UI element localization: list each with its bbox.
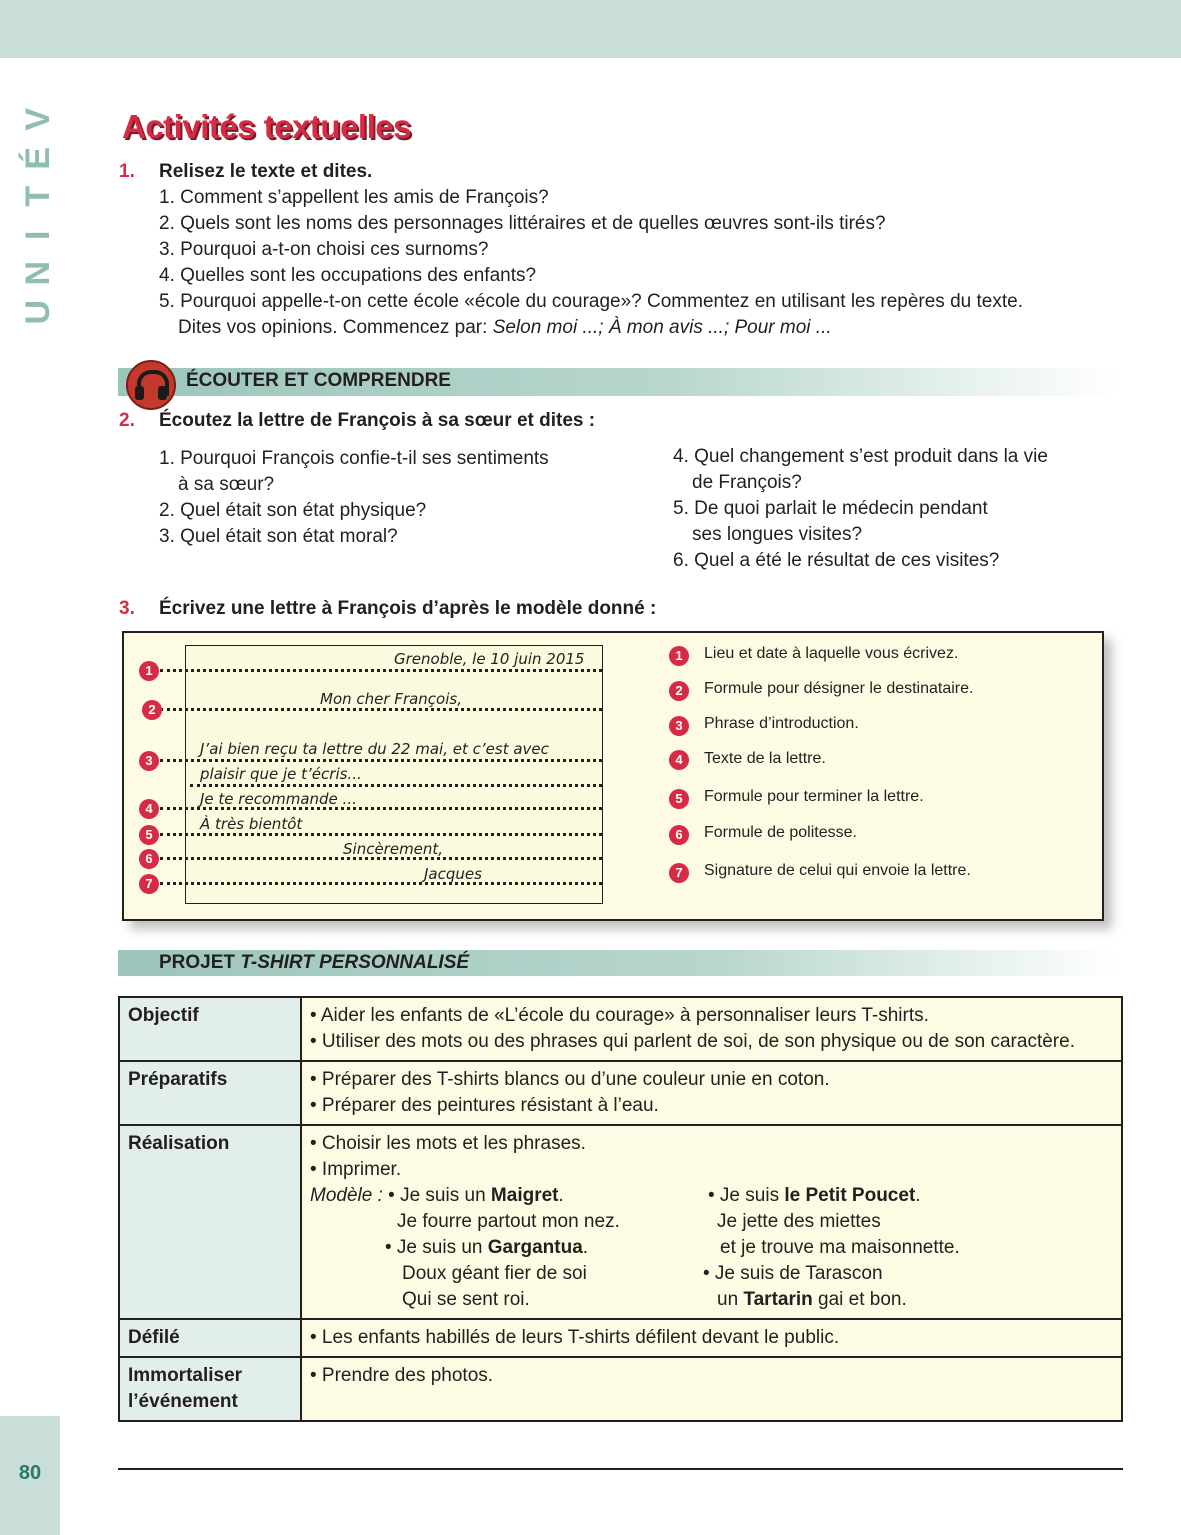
list-item: 4. Quelles sont les occupations des enfants? <box>159 265 537 286</box>
legend-marker-5: 5 <box>669 789 689 809</box>
row-key: Objectif <box>119 997 301 1061</box>
legend-item-3: Phrase d’introduction. <box>704 715 859 732</box>
list-item: 2. Quel était son état physique? <box>159 500 427 521</box>
list-item <box>159 315 1023 341</box>
unit-label <box>18 100 58 331</box>
question-2-right-list <box>673 444 1048 574</box>
legend-item-2: Formule pour désigner le destinataire. <box>704 680 974 697</box>
unit-letter: É <box>18 146 57 170</box>
model-line <box>385 1235 588 1261</box>
question-2-heading: Écoutez la lettre de François à sa sœur et dites : <box>159 410 596 431</box>
letter-line <box>190 784 602 787</box>
model-line: Doux géant fier de soi <box>402 1263 587 1284</box>
model-line <box>310 1183 564 1209</box>
list-item: 1. Comment s’appellent les amis de François? <box>159 187 549 208</box>
list-item: • Choisir les mots et les phrases. <box>310 1133 586 1154</box>
model-text: . <box>915 1185 921 1206</box>
model-line: Je fourre partout mon nez. <box>397 1211 620 1232</box>
list-item: 5. De quoi parlait le médecin pendant <box>673 498 988 519</box>
project-table <box>118 996 1123 1422</box>
project-section-label <box>159 952 469 974</box>
list-item: 6. Quel a été le résultat de ces visites? <box>673 550 1000 571</box>
question-2-number: 2. <box>119 410 135 431</box>
unit-letter: U <box>18 299 57 325</box>
legend-item-4: Texte de la lettre. <box>704 750 826 767</box>
model-examples <box>310 1183 1113 1313</box>
question-2-left-list <box>159 446 549 550</box>
letter-line <box>160 669 602 672</box>
model-name: Maigret <box>490 1185 559 1206</box>
opinion-prompt: Dites vos opinions. Commencez par: <box>178 317 493 338</box>
row-value <box>301 1125 1122 1319</box>
table-row <box>119 997 1122 1061</box>
list-item: à sa sœur? <box>178 474 275 495</box>
model-text: . <box>582 1237 589 1258</box>
row-key: Préparatifs <box>119 1061 301 1125</box>
table-row <box>119 1319 1122 1357</box>
legend-marker-3: 3 <box>669 716 689 736</box>
marker-6: 6 <box>139 849 159 869</box>
model-line: Je jette des miettes <box>717 1211 881 1232</box>
marker-3: 3 <box>139 751 159 771</box>
table-row <box>119 1357 1122 1421</box>
question-1-number: 1. <box>119 161 135 182</box>
letter-intro-cont: plaisir que je t’écris... <box>200 765 362 783</box>
row-key: Réalisation <box>119 1125 301 1319</box>
marker-4: 4 <box>139 799 159 819</box>
unit-letter: N <box>18 260 57 286</box>
letter-greeting: Mon cher François, <box>320 690 462 708</box>
footer-rule <box>118 1468 1123 1470</box>
letter-closing: À très bientôt <box>200 815 303 833</box>
page-title: Activités textuelles <box>122 108 411 145</box>
legend-item-7: Signature de celui qui envoie la lettre. <box>704 862 971 879</box>
model-label: Modèle : <box>310 1185 383 1206</box>
letter-politeness: Sincèrement, <box>343 840 444 858</box>
question-1-heading: Relisez le texte et dites. <box>159 161 373 182</box>
model-name: le Petit Poucet <box>784 1185 916 1206</box>
list-item: 3. Quel était son état moral? <box>159 526 398 547</box>
letter-date: Grenoble, le 10 juin 2015 <box>394 650 585 668</box>
list-item: ses longues visites? <box>692 524 863 545</box>
list-item: de François? <box>692 472 802 493</box>
row-key <box>119 1357 301 1421</box>
list-item: • Utiliser des mots ou des phrases qui parlent de soi, de son physique ou de son caractère. <box>310 1031 1075 1052</box>
letter-signature: Jacques <box>424 865 482 883</box>
page-number: 80 <box>18 1462 42 1484</box>
headphones-icon <box>126 360 176 410</box>
model-text: • Je suis un <box>382 1185 491 1206</box>
model-text: gai et bon. <box>812 1289 907 1310</box>
top-band <box>0 0 1181 58</box>
question-3-heading: Écrivez une lettre à François d’après le modèle donné : <box>159 598 657 619</box>
legend-item-1: Lieu et date à laquelle vous écrivez. <box>704 645 959 662</box>
model-line <box>717 1287 907 1313</box>
row-key-line: Immortaliser <box>128 1365 243 1386</box>
marker-7: 7 <box>139 874 159 894</box>
letter-intro: J’ai bien reçu ta lettre du 22 mai, et c’est avec <box>200 740 549 758</box>
model-line: • Je suis de Tarascon <box>703 1263 883 1284</box>
question-3-number: 3. <box>119 598 135 619</box>
marker-5: 5 <box>139 825 159 845</box>
model-line: Qui se sent roi. <box>402 1289 530 1310</box>
table-row <box>119 1061 1122 1125</box>
list-item: • Préparer des T-shirts blancs ou d’une couleur unie en coton. <box>310 1069 830 1090</box>
list-item: 1. Pourquoi François confie-t-il ses sentiments <box>159 448 549 469</box>
list-item: 4. Quel changement s’est produit dans la vie <box>673 446 1048 467</box>
opinion-examples: Selon moi ...; À mon avis ...; Pour moi ... <box>492 317 832 338</box>
unit-letter: I <box>18 230 57 240</box>
legend-marker-1: 1 <box>669 646 689 666</box>
list-item: 2. Quels sont les noms des personnages littéraires et de quelles œuvres sont-ils tirés? <box>159 213 886 234</box>
marker-2: 2 <box>142 700 162 720</box>
list-item: • Aider les enfants de «L’école du courage» à personnaliser leurs T-shirts. <box>310 1005 929 1026</box>
model-text: un <box>717 1289 744 1310</box>
model-text: • Je suis <box>708 1185 785 1206</box>
marker-1: 1 <box>139 661 159 681</box>
letter-body: Je te recommande ... <box>200 790 357 808</box>
question-1-list <box>159 185 1023 341</box>
legend-item-6: Formule de politesse. <box>704 824 857 841</box>
row-key: Défilé <box>119 1319 301 1357</box>
legend-item-5: Formule pour terminer la lettre. <box>704 788 924 805</box>
letter-line <box>160 708 602 711</box>
legend-marker-4: 4 <box>669 750 689 770</box>
legend-marker-2: 2 <box>669 681 689 701</box>
model-line <box>708 1183 921 1209</box>
list-item: • Imprimer. <box>310 1159 402 1180</box>
list-item: 5. Pourquoi appelle-t-on cette école «école du courage»? Commentez en utilisant les repères du texte. <box>159 291 1023 312</box>
row-key-line: l’événement <box>128 1391 238 1412</box>
project-label-title: T-SHIRT PERSONNALISÉ <box>240 952 470 973</box>
list-item: • Les enfants habillés de leurs T-shirts défilent devant le public. <box>310 1327 840 1348</box>
list-item: • Prendre des photos. <box>310 1365 494 1386</box>
project-label-prefix: PROJET <box>159 952 241 973</box>
listen-section-label: ÉCOUTER ET COMPRENDRE <box>186 370 451 391</box>
model-line: et je trouve ma maisonnette. <box>720 1237 960 1258</box>
list-item: 3. Pourquoi a-t-on choisi ces surnoms? <box>159 239 489 260</box>
legend-marker-7: 7 <box>669 863 689 883</box>
letter-line <box>160 759 602 762</box>
row-value <box>301 1061 1122 1125</box>
legend-marker-6: 6 <box>669 825 689 845</box>
letter-line <box>160 882 602 885</box>
model-name: Tartarin <box>743 1289 813 1310</box>
row-value <box>301 997 1122 1061</box>
model-text: • Je suis un <box>385 1237 488 1258</box>
unit-letter: V <box>18 107 57 131</box>
row-value <box>301 1357 1122 1421</box>
list-item: • Préparer des peintures résistant à l’eau. <box>310 1095 659 1116</box>
model-name: Gargantua <box>487 1237 583 1258</box>
model-text: . <box>558 1185 564 1206</box>
unit-letter: T <box>18 185 57 207</box>
table-row <box>119 1125 1122 1319</box>
letter-line <box>160 833 602 836</box>
row-value <box>301 1319 1122 1357</box>
